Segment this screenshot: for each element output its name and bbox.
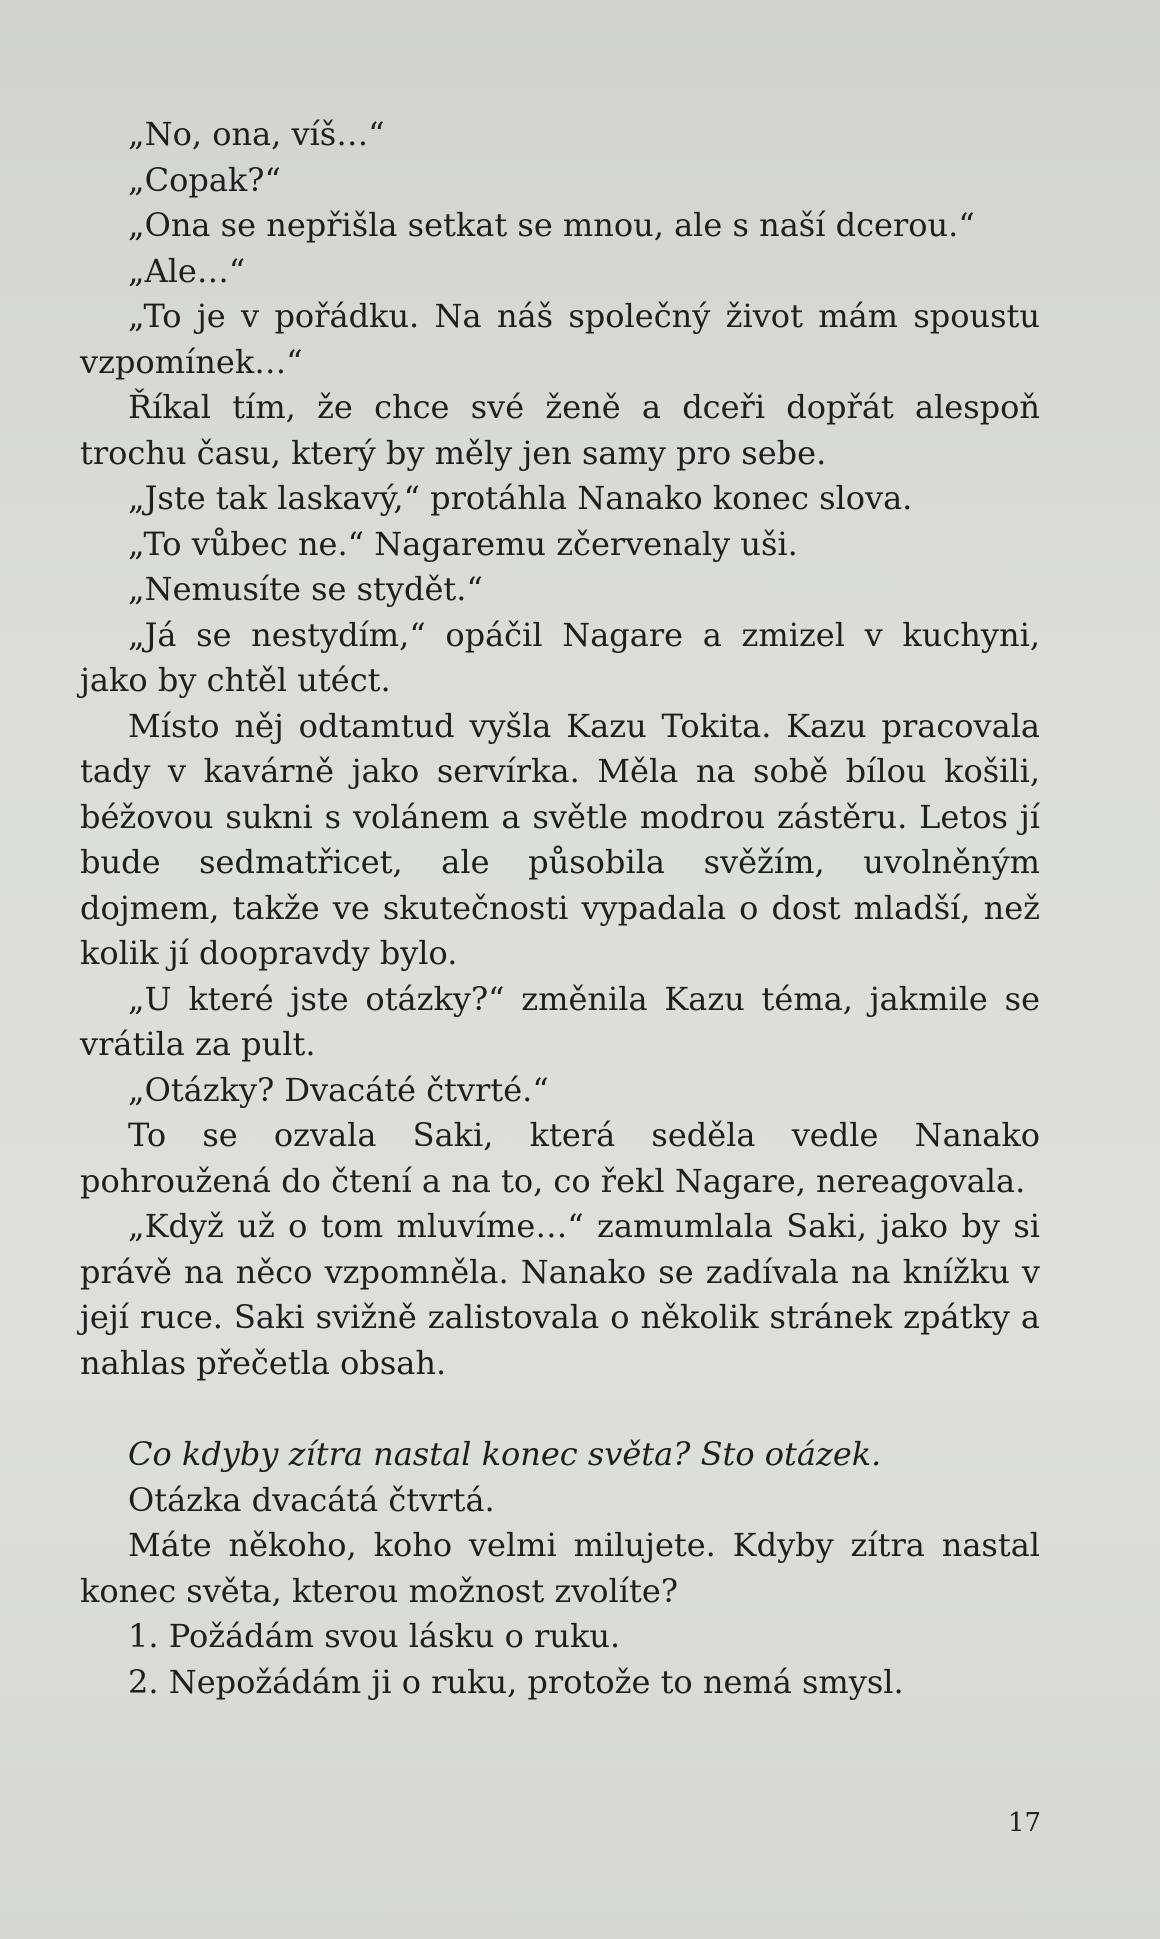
paragraph: „Copak?“ bbox=[128, 160, 281, 199]
paragraph: „To vůbec ne.“ Nagaremu zčervenaly uši. bbox=[128, 524, 798, 563]
list-item: 1. Požádám svou lásku o ruku. bbox=[128, 1617, 621, 1655]
paragraph: „U které jste otázky?“ změnila Kazu téma, jakmile se vrátila za pult. bbox=[80, 979, 1040, 1063]
paragraph: „Ale…“ bbox=[128, 251, 246, 290]
paragraph: Otázka dvacátá čtvrtá. bbox=[128, 1480, 495, 1519]
paragraph: „To je v pořádku. Na náš společný život mám spoustu vzpomínek…“ bbox=[80, 297, 1040, 381]
list-item: 2. Nepožádám ji o ruku, protože to nemá smysl. bbox=[128, 1662, 904, 1701]
paragraph: „Jste tak laskavý,“ protáhla Nanako konec slova. bbox=[128, 479, 913, 517]
paragraph: „No, ona, víš…“ bbox=[128, 115, 385, 153]
paragraph: To se ozvala Saki, která seděla vedle Nanako pohroužená do čtení a na to, co řekl Nagare, nereagovala. bbox=[80, 1116, 1040, 1200]
paragraph: „Nemusíte se stydět.“ bbox=[128, 570, 483, 608]
paragraph: „Když už o tom mluvíme…“ zamumlala Saki, jako by si právě na něco vzpomněla. Nanako se zadívala na knížku v její ruce. Saki svižně zalistovala o několik stránek zpátky a nahlas přečetla obsah. bbox=[80, 1207, 1040, 1382]
paragraph: Říkal tím, že chce své ženě a dceři dopřát alespoň trochu času, který by měly jen samy pro sebe. bbox=[80, 388, 1040, 472]
paragraph: „Já se nestydím,“ opáčil Nagare a zmizel v kuchyni, jako by chtěl utéct. bbox=[80, 615, 1040, 699]
paragraph: Máte někoho, koho velmi milujete. Kdyby zítra nastal konec světa, kterou možnost zvolíte? bbox=[80, 1526, 1040, 1610]
paragraph: „Ona se nepřišla setkat se mnou, ale s naší dcerou.“ bbox=[128, 206, 975, 244]
page-number: 17 bbox=[1008, 1808, 1042, 1838]
page-body-text bbox=[80, 112, 1040, 1705]
book-title-line: Co kdyby zítra nastal konec světa? Sto otázek. bbox=[128, 1435, 882, 1473]
paragraph: Místo něj odtamtud vyšla Kazu Tokita. Kazu pracovala tady v kavárně jako servírka. Měla na sobě bílou košili, béžovou sukni s volánem a světle modrou zástěru. Letos jí bude sedmatřicet, ale působila svěžím, uvolněným dojmem, takže ve skutečnosti vypadala o dost mladší, než kolik jí doopravdy bylo. bbox=[80, 706, 1040, 972]
paragraph: „Otázky? Dvacáté čtvrté.“ bbox=[128, 1070, 549, 1109]
section-break bbox=[80, 1386, 1040, 1432]
